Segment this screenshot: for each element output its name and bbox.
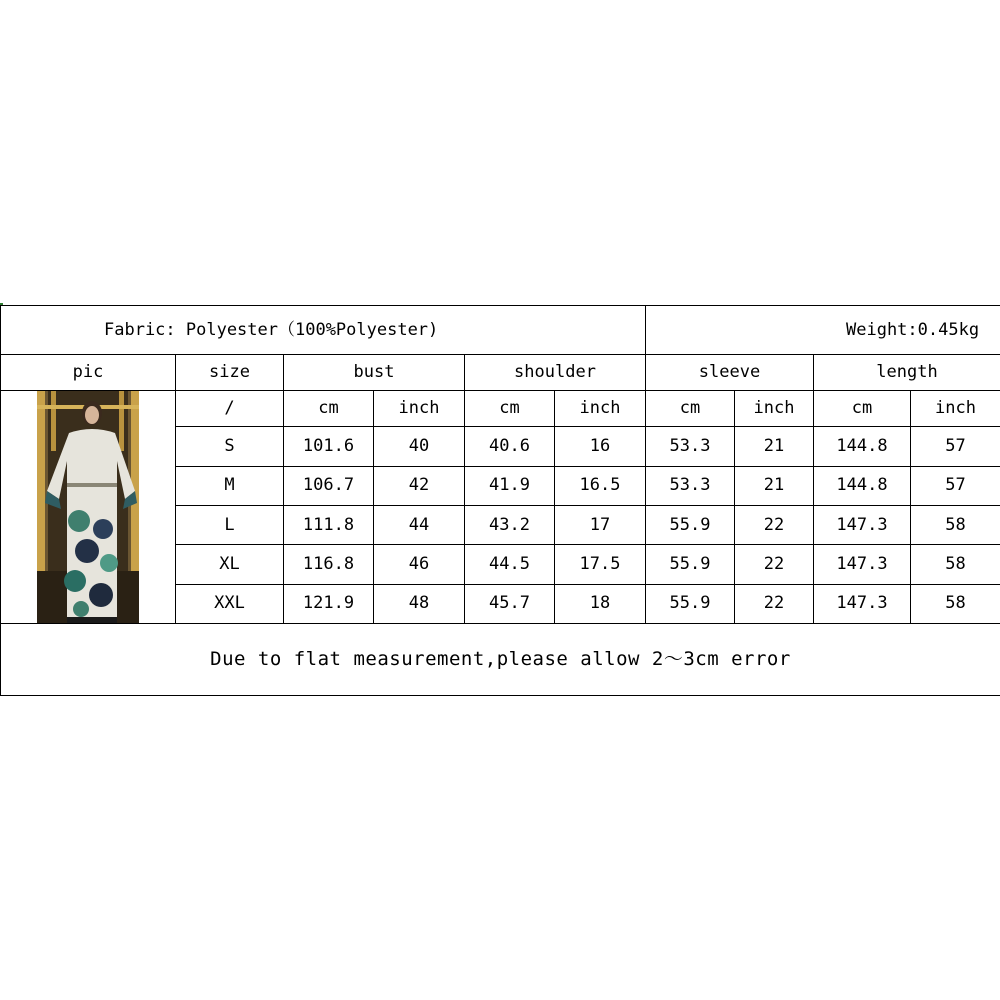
unit-row <box>1 391 1000 427</box>
length-cm-cell: 144.8 <box>814 427 911 466</box>
shoulder-cm-unit: cm <box>465 391 555 427</box>
length-cm-cell: 147.3 <box>814 584 911 623</box>
length-inch-cell: 58 <box>911 584 1000 623</box>
sleeve-cm-cell: 55.9 <box>646 545 735 584</box>
length-cm-cell: 144.8 <box>814 466 911 505</box>
shoulder-cm-cell: 41.9 <box>465 466 555 505</box>
weight-info: Weight:0.45kg <box>646 306 1000 355</box>
sleeve-cm-unit: cm <box>646 391 735 427</box>
bust-cm-unit: cm <box>284 391 374 427</box>
sleeve-cm-cell: 53.3 <box>646 427 735 466</box>
bust-inch-unit: inch <box>374 391 465 427</box>
bust-inch-cell: 44 <box>374 505 465 544</box>
length-inch-cell: 58 <box>911 505 1000 544</box>
size-cell: S <box>176 427 284 466</box>
sleeve-inch-cell: 21 <box>735 466 814 505</box>
shoulder-cm-cell: 43.2 <box>465 505 555 544</box>
shoulder-cm-cell: 45.7 <box>465 584 555 623</box>
shoulder-inch-cell: 16.5 <box>555 466 646 505</box>
length-cm-unit: cm <box>814 391 911 427</box>
length-inch-cell: 57 <box>911 427 1000 466</box>
bust-cm-cell: 111.8 <box>284 505 374 544</box>
sleeve-header: sleeve <box>646 355 814 391</box>
length-cm-cell: 147.3 <box>814 505 911 544</box>
shoulder-inch-cell: 18 <box>555 584 646 623</box>
bust-inch-cell: 46 <box>374 545 465 584</box>
length-inch-cell: 57 <box>911 466 1000 505</box>
bust-cm-cell: 121.9 <box>284 584 374 623</box>
bust-inch-cell: 40 <box>374 427 465 466</box>
length-inch-unit: inch <box>911 391 1000 427</box>
bust-inch-cell: 42 <box>374 466 465 505</box>
bust-header: bust <box>284 355 465 391</box>
length-header: length <box>814 355 1000 391</box>
fabric-row <box>1 306 1000 355</box>
size-cell: M <box>176 466 284 505</box>
sleeve-cm-cell: 55.9 <box>646 584 735 623</box>
sleeve-inch-cell: 22 <box>735 584 814 623</box>
measurement-note: Due to flat measurement,please allow 2～3cm error <box>1 624 1000 696</box>
product-photo-cell <box>1 391 176 624</box>
sleeve-cm-cell: 55.9 <box>646 505 735 544</box>
header-row <box>1 355 1000 391</box>
shoulder-header: shoulder <box>465 355 646 391</box>
sleeve-cm-cell: 53.3 <box>646 466 735 505</box>
shoulder-cm-cell: 44.5 <box>465 545 555 584</box>
size-table <box>0 305 1000 696</box>
pic-header: pic <box>1 355 176 391</box>
sleeve-inch-cell: 22 <box>735 545 814 584</box>
bust-cm-cell: 106.7 <box>284 466 374 505</box>
size-chart <box>0 305 1000 696</box>
sleeve-inch-cell: 22 <box>735 505 814 544</box>
size-cell: XL <box>176 545 284 584</box>
shoulder-inch-cell: 17 <box>555 505 646 544</box>
bust-cm-cell: 101.6 <box>284 427 374 466</box>
sleeve-inch-unit: inch <box>735 391 814 427</box>
sleeve-inch-cell: 21 <box>735 427 814 466</box>
size-header: size <box>176 355 284 391</box>
size-cell: L <box>176 505 284 544</box>
product-photo <box>37 391 139 623</box>
fabric-info: Fabric: Polyester（100%Polyester) <box>1 306 646 355</box>
bust-inch-cell: 48 <box>374 584 465 623</box>
note-row <box>1 624 1000 696</box>
length-cm-cell: 147.3 <box>814 545 911 584</box>
size-unit: / <box>176 391 284 427</box>
bust-cm-cell: 116.8 <box>284 545 374 584</box>
shoulder-inch-unit: inch <box>555 391 646 427</box>
shoulder-inch-cell: 16 <box>555 427 646 466</box>
shoulder-inch-cell: 17.5 <box>555 545 646 584</box>
shoulder-cm-cell: 40.6 <box>465 427 555 466</box>
size-cell: XXL <box>176 584 284 623</box>
length-inch-cell: 58 <box>911 545 1000 584</box>
